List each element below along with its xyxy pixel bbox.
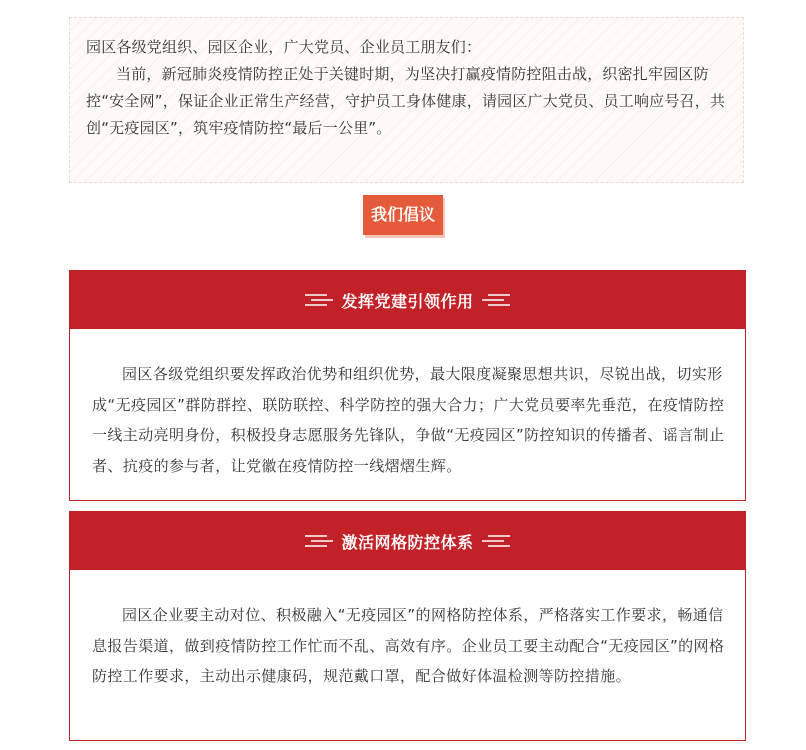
section-paragraph: 园区各级党组织要发挥政治优势和组织优势，最大限度凝聚思想共识，尽锐出战，切实形成“无疫园区”群防群控、联防联控、科学防控的强大合力；广大党员要率先垂范，在疫情防控一线主动亮明身份，积极投身志愿服务先锋队，争做“无疫园区”防控知识的传播者、谣言制止者、抗疫的参与者，让党徽在疫情防控一线熠熠生辉。: [92, 365, 725, 475]
intro-box: [69, 17, 744, 183]
section-card-grid-prevention: [69, 511, 746, 741]
section-title: 激活网格防控体系: [341, 532, 474, 552]
initiative-badge: 我们倡议: [363, 195, 443, 235]
intro-body: 当前，新冠肺炎疫情防控正处于关键时期，为坚决打赢疫情防控阻击战，织密扎牢园区防控“安全网”，保证企业正常生产经营，守护员工身体健康，请园区广大党员、员工响应号召，共创“无疫园区”，筑牢疫情防控“最后一公里”。: [86, 65, 726, 137]
section-card-party-leadership: [69, 270, 746, 501]
triple-line-ornament-icon: [305, 534, 333, 548]
section-header: [70, 512, 745, 570]
intro-greeting: 园区各级党组织、园区企业，广大党员、企业员工朋友们：: [86, 38, 482, 56]
triple-line-ornament-icon: [305, 293, 333, 307]
triple-line-ornament-icon: [482, 293, 510, 307]
section-paragraph: 园区企业要主动对位、积极融入“无疫园区”的网格防控体系，严格落实工作要求，畅通信息报告渠道，做到疫情防控工作忙而不乱、高效有序。企业员工要主动配合“无疫园区”的网格防控工作要求，主动出示健康码，规范戴口罩，配合做好体温检测等防控措施。: [92, 606, 725, 685]
section-title: 发挥党建引领作用: [341, 291, 474, 311]
section-body: [70, 570, 745, 692]
section-header: [70, 271, 745, 329]
triple-line-ornament-icon: [482, 534, 510, 548]
section-body: [70, 329, 745, 481]
badge-row: [0, 195, 806, 235]
